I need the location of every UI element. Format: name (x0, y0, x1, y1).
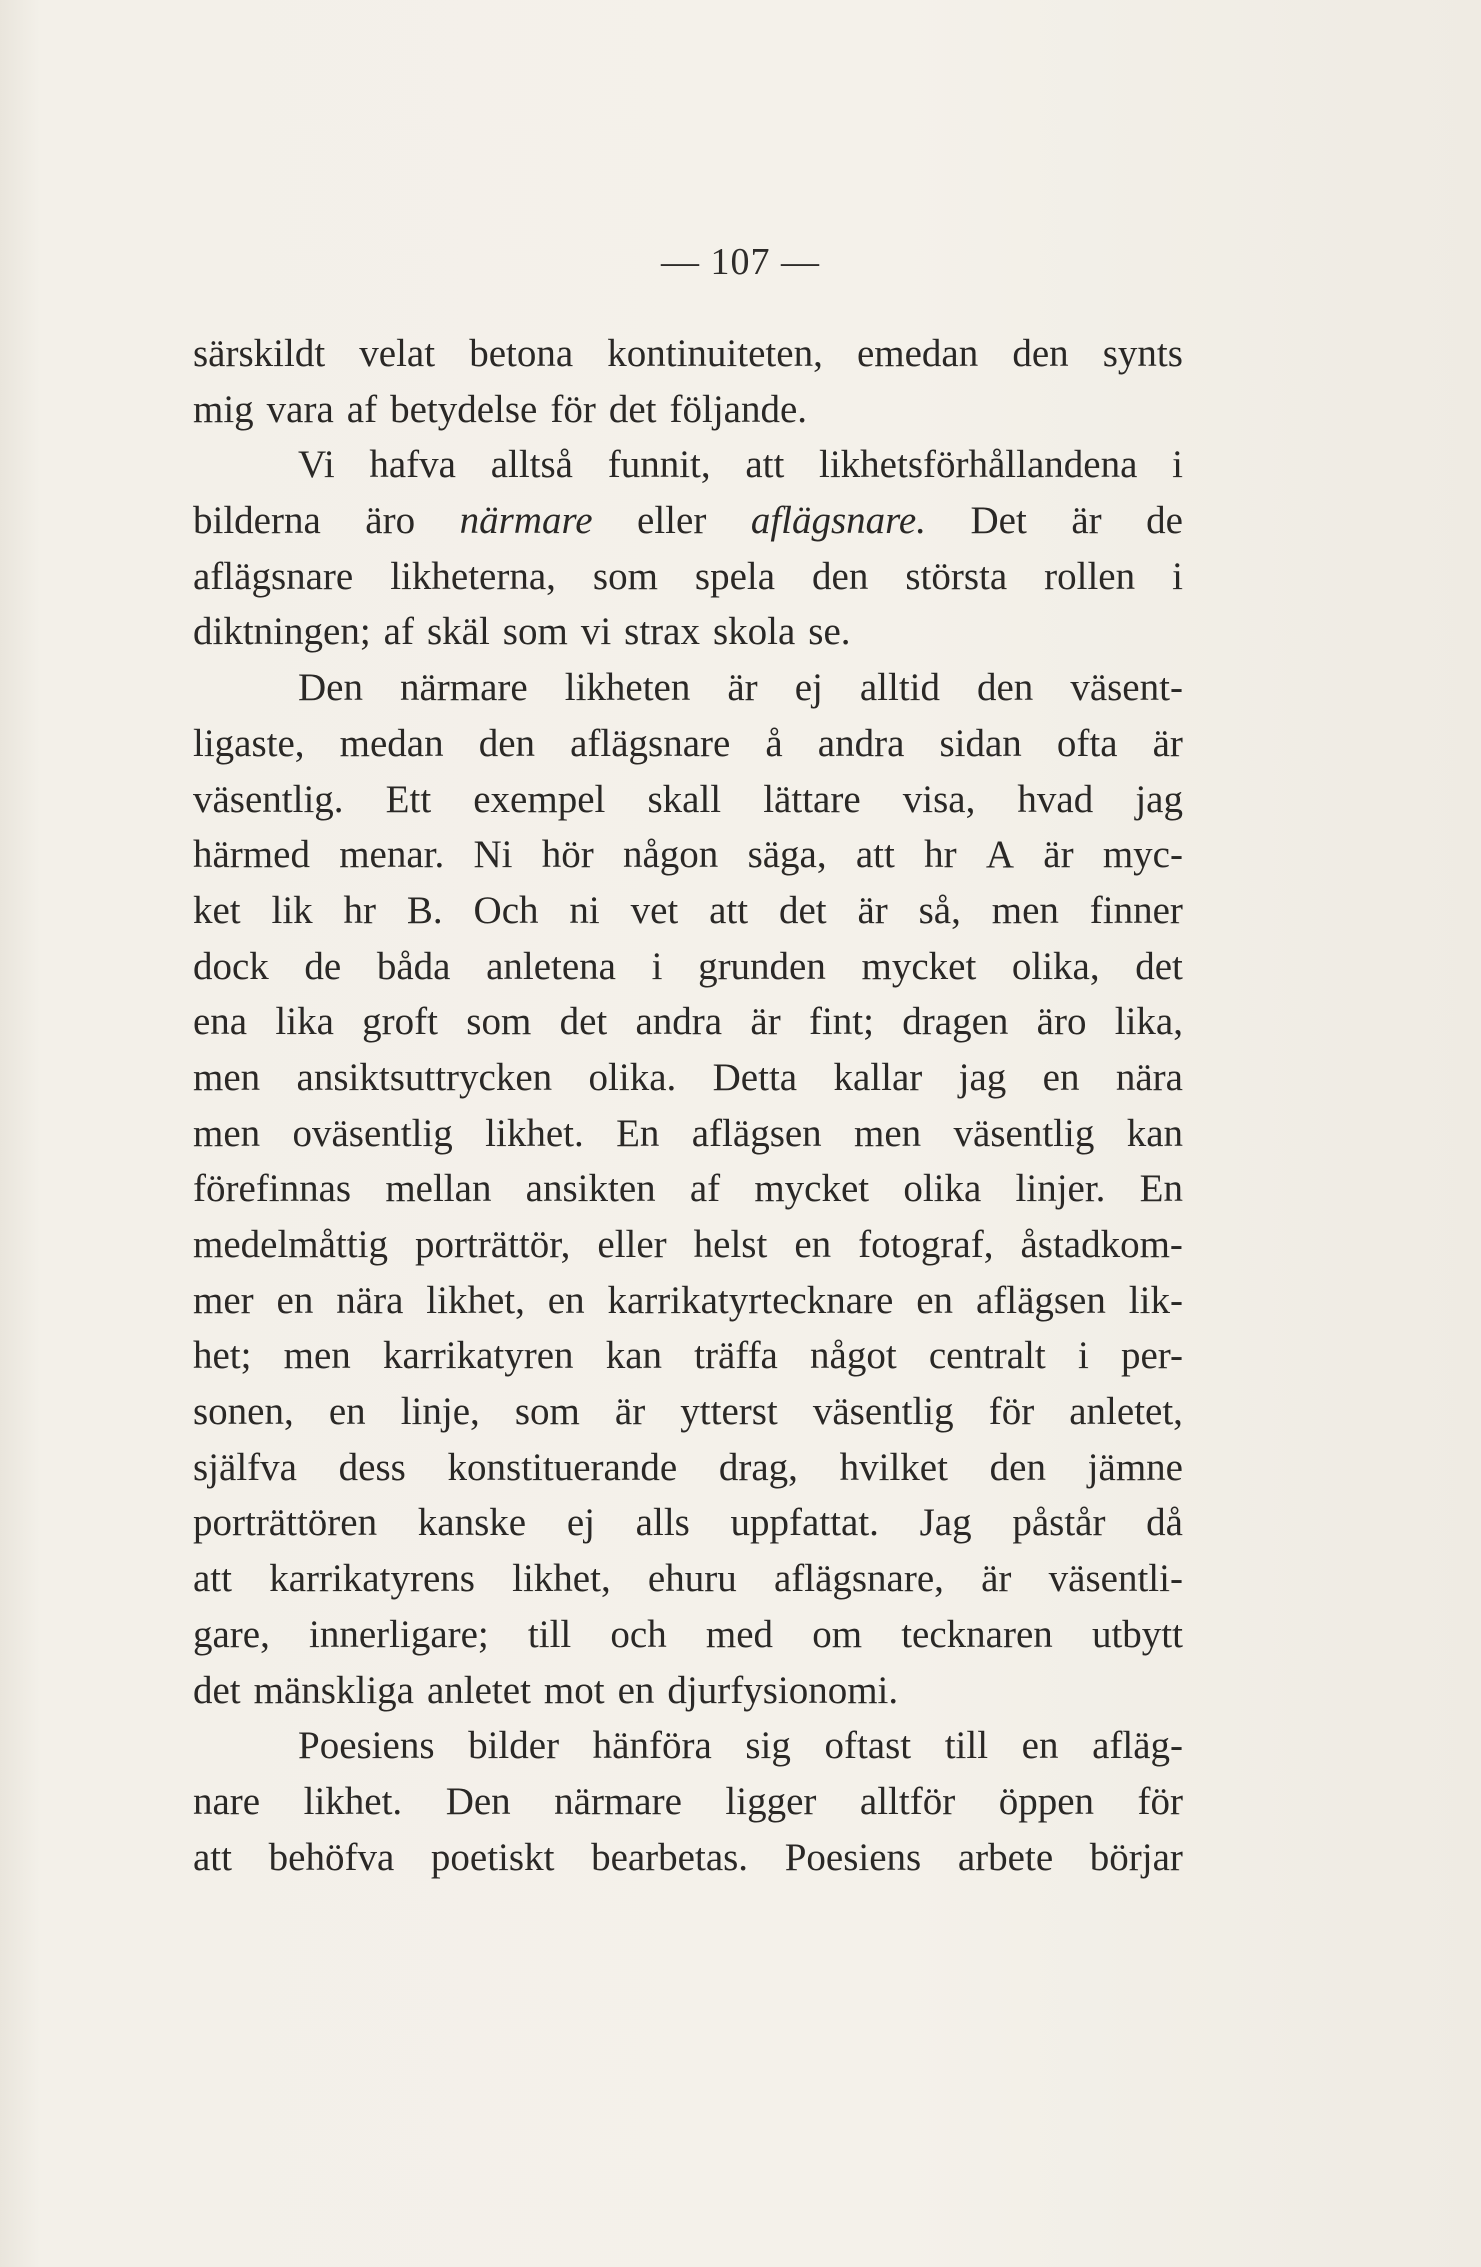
word: i (1172, 443, 1183, 487)
word: något (810, 1334, 897, 1378)
text-line (193, 660, 1183, 716)
word: poetiskt (430, 1835, 555, 1879)
word: för (550, 387, 596, 431)
word: kanske (417, 1501, 527, 1545)
word: hvilket (839, 1445, 948, 1489)
word: mycket (861, 944, 977, 988)
word: sig (745, 1724, 791, 1768)
word: vi (580, 610, 612, 654)
word: ehuru (647, 1557, 737, 1601)
word: men (854, 1111, 922, 1155)
word: drag, (718, 1445, 798, 1489)
word: porträttören (193, 1501, 378, 1545)
word: per- (1120, 1334, 1183, 1378)
word: ofta (1056, 721, 1118, 765)
word: å (765, 721, 783, 765)
word: öppen (998, 1779, 1094, 1823)
word: det (608, 387, 657, 431)
word: Ni (473, 833, 513, 877)
word: men (283, 1334, 351, 1378)
word: Vi (298, 443, 335, 487)
word: säga, (747, 833, 827, 877)
text-line (193, 1663, 1183, 1719)
body-text (193, 326, 1183, 1885)
word: emedan (856, 332, 979, 375)
word: en (916, 1278, 954, 1322)
word: närmare (554, 1779, 682, 1823)
word: alltså (490, 443, 573, 487)
word: det (193, 1668, 241, 1712)
word: linje, (400, 1390, 480, 1434)
word: ytterst (680, 1390, 778, 1434)
word: vara (266, 387, 334, 431)
word: alls (635, 1501, 690, 1545)
word: att (709, 888, 749, 932)
word: gare, (193, 1612, 270, 1656)
word: Det (970, 499, 1027, 543)
word: diktningen; (193, 610, 371, 654)
word: medelmåttig (193, 1223, 388, 1266)
word: djurfysionomi. (667, 1668, 899, 1712)
word: skola (712, 610, 796, 654)
word: jag (958, 1055, 1007, 1099)
word: det (1135, 944, 1183, 988)
word: någon (623, 833, 719, 877)
word: af (689, 1167, 721, 1211)
word: men (193, 1111, 261, 1155)
word: en (547, 1278, 585, 1322)
word: visa, (902, 777, 976, 821)
text-line (193, 1830, 1183, 1886)
word: som (514, 1390, 580, 1434)
word: uppfattat. (730, 1501, 879, 1545)
word: är (750, 1000, 781, 1044)
word: är (1043, 833, 1074, 877)
word: andra (635, 1000, 723, 1044)
word: Den (445, 1779, 511, 1823)
text-line (193, 382, 1183, 438)
word: äro (1036, 1000, 1087, 1044)
word: ni (569, 888, 600, 932)
word: hör (541, 833, 594, 877)
text-line (193, 1607, 1183, 1663)
text-line (193, 437, 1183, 493)
word: het; (193, 1334, 252, 1378)
word: är (981, 1557, 1012, 1601)
word: för (988, 1390, 1035, 1434)
word: se. (808, 610, 851, 654)
word: likhetsförhållandena (819, 443, 1138, 487)
word: utbytt (1091, 1612, 1183, 1656)
word: lika, (1114, 1000, 1183, 1044)
word: hänföra (592, 1724, 712, 1768)
word: hafva (369, 443, 456, 487)
word: jag (1135, 777, 1183, 821)
word: mot (543, 1668, 605, 1712)
word: är (1071, 499, 1102, 543)
text-line (193, 493, 1183, 549)
word: vet (630, 888, 679, 932)
word: afläg- (1092, 1724, 1183, 1768)
word: olika (903, 1167, 982, 1211)
word: de (1146, 499, 1183, 543)
text-line (193, 994, 1183, 1050)
word: att (193, 1557, 232, 1601)
word: spela (694, 554, 776, 598)
word: träffa (694, 1334, 778, 1378)
text-line (193, 1440, 1183, 1496)
word: väsentlig (812, 1390, 954, 1434)
word: båda (376, 944, 451, 988)
word: anletet, (1069, 1390, 1183, 1434)
word: en (794, 1223, 832, 1266)
word: strax (624, 610, 700, 654)
word: eller (597, 1223, 667, 1266)
word: lik- (1128, 1278, 1183, 1322)
word: medan (339, 721, 444, 765)
word: närmare (399, 666, 528, 710)
word: bearbetas. (591, 1835, 749, 1879)
word: sidan (939, 721, 1022, 765)
text-line (193, 604, 1183, 660)
text-line (193, 326, 1183, 382)
word: förefinnas (193, 1167, 352, 1211)
word: särskildt (193, 332, 326, 375)
word: ket (193, 888, 241, 932)
word: den (989, 1445, 1046, 1489)
word: likheten (564, 666, 691, 710)
word: kallar (833, 1055, 923, 1099)
word: som (466, 1000, 532, 1044)
word: då (1146, 1501, 1183, 1545)
word: porträttör, (414, 1223, 571, 1266)
text-line (193, 1161, 1183, 1217)
word: att (855, 833, 895, 877)
word: lättare (763, 777, 861, 821)
word: nära (1115, 1055, 1183, 1099)
word: en (617, 1668, 655, 1712)
word: aflägsnare, (773, 1557, 944, 1601)
word: olika, (1011, 944, 1100, 988)
text-line (193, 827, 1183, 883)
word: börjar (1089, 1835, 1183, 1879)
text-line (193, 772, 1183, 828)
word: den (1012, 332, 1069, 375)
word: mellan (385, 1167, 492, 1211)
word: En (1139, 1167, 1183, 1211)
text-line (193, 1050, 1183, 1106)
word: till (527, 1612, 572, 1656)
word: ena (193, 1000, 248, 1044)
word: skäl (426, 610, 490, 654)
word: som (592, 554, 658, 598)
word: men (193, 1055, 261, 1099)
word: kontinuiteten, (607, 332, 823, 375)
word: linjer. (1015, 1167, 1106, 1211)
word: ansikten (525, 1167, 656, 1211)
word: till (944, 1724, 989, 1768)
word: dess (338, 1445, 406, 1489)
word: i (651, 944, 663, 988)
word: men (991, 888, 1059, 932)
word: en (276, 1278, 314, 1322)
word: mycket (754, 1167, 870, 1211)
word: andra (817, 721, 905, 765)
word: för (1137, 1779, 1183, 1823)
word: är (614, 1390, 646, 1434)
word: som (502, 610, 568, 654)
word: är (727, 666, 758, 710)
word: konstituerande (447, 1445, 678, 1489)
word: kan (1126, 1111, 1183, 1155)
word: Och (473, 888, 539, 932)
word: mer (193, 1278, 254, 1322)
word: aflägsen (975, 1278, 1106, 1322)
text-line (193, 549, 1183, 605)
word: bilderna (193, 499, 321, 543)
word: väsentli- (1048, 1557, 1183, 1601)
word: sonen, (193, 1390, 294, 1434)
text-line (193, 1495, 1183, 1551)
word: lika (275, 1000, 334, 1044)
word: mig (193, 387, 254, 431)
word: menar. (339, 833, 445, 877)
word: lik (271, 888, 313, 932)
text-line (193, 1328, 1183, 1384)
word: karrikatyren (382, 1334, 574, 1378)
word: af (383, 610, 414, 654)
word: anletet (426, 1668, 531, 1712)
word: alltför (859, 1779, 956, 1823)
word: härmed (193, 833, 310, 877)
word: B. (406, 888, 443, 932)
word: en (1021, 1724, 1059, 1768)
word: största (905, 554, 1008, 598)
word: aflägsnare. (750, 499, 926, 543)
word: eller (637, 499, 707, 543)
word: oftast (824, 1724, 912, 1768)
text-line (193, 939, 1183, 995)
word: synts (1102, 332, 1183, 375)
word: Jag (919, 1501, 972, 1545)
word: ligger (725, 1779, 817, 1823)
word: är (1152, 721, 1183, 765)
word: väsentlig (953, 1111, 1095, 1155)
word: åstadkom- (1020, 1223, 1183, 1266)
word: så, (918, 888, 961, 932)
word: att (745, 443, 785, 487)
word: hr (924, 833, 957, 877)
word: centralt (928, 1334, 1046, 1378)
text-line (193, 1718, 1183, 1774)
word: jämne (1087, 1445, 1183, 1489)
word: påstår (1012, 1501, 1106, 1545)
word: att (193, 1835, 232, 1879)
word: aflägsnare (193, 554, 354, 598)
word: likhet, (512, 1557, 611, 1601)
text-line (193, 1551, 1183, 1607)
word: äro (365, 499, 416, 543)
word: det (559, 1000, 608, 1044)
page-number: — 107 — (661, 241, 820, 283)
word: nare (193, 1779, 261, 1823)
word: likheterna, (390, 554, 556, 598)
word: väsentlig. (193, 777, 344, 821)
word: Ett (385, 777, 432, 821)
text-line (193, 1217, 1183, 1273)
word: bilder (468, 1724, 560, 1768)
text-line (193, 1774, 1183, 1830)
word: fotograf, (858, 1223, 994, 1266)
word: och (610, 1612, 667, 1656)
word: Poesiens (784, 1835, 922, 1879)
word: de (304, 944, 342, 988)
word: en (328, 1390, 366, 1434)
word: finner (1089, 888, 1183, 932)
word: hvad (1017, 777, 1094, 821)
word: den (812, 554, 869, 598)
word: fint; (808, 1000, 874, 1044)
word: A (985, 833, 1015, 877)
word: om (812, 1612, 863, 1656)
word: velat (359, 332, 436, 375)
word: en (1042, 1055, 1080, 1099)
word: Den (298, 666, 363, 710)
word: kan (605, 1334, 662, 1378)
text-line (193, 1273, 1183, 1329)
word: i (1172, 554, 1183, 598)
word: En (616, 1111, 660, 1155)
word: olika. (588, 1055, 677, 1099)
word: behöfva (268, 1835, 395, 1879)
word: exempel (473, 777, 606, 821)
text-line (193, 1384, 1183, 1440)
word: grunden (698, 944, 826, 988)
word: den (478, 721, 535, 765)
text-line (193, 716, 1183, 772)
word: hr (343, 888, 377, 932)
word: Detta (712, 1055, 798, 1099)
word: närmare (459, 499, 593, 543)
word: rollen (1044, 554, 1136, 598)
text-line (193, 1106, 1183, 1162)
word: arbete (957, 1835, 1054, 1879)
word: oväsentlig (292, 1111, 453, 1155)
word: aflägsnare (570, 721, 731, 765)
word: myc- (1102, 833, 1183, 877)
word: innerligare; (309, 1612, 489, 1656)
word: groft (362, 1000, 438, 1044)
word: karrikatyrens (269, 1557, 475, 1601)
word: med (705, 1612, 774, 1656)
word: likhet. (485, 1111, 584, 1155)
word: karrikatyrtecknare (607, 1278, 894, 1322)
word: i (1077, 1334, 1089, 1378)
word: funnit, (607, 443, 711, 487)
word: följande. (669, 387, 808, 431)
text-line (193, 883, 1183, 939)
word: själfva (193, 1445, 297, 1489)
word: väsent- (1070, 666, 1183, 710)
word: anletena (486, 944, 616, 988)
word: likhet, (426, 1278, 525, 1322)
word: helst (693, 1223, 768, 1266)
word: ansiktsuttrycken (296, 1055, 553, 1099)
word: mänskliga (253, 1668, 414, 1712)
word: ej (566, 1501, 595, 1545)
word: det (778, 888, 827, 932)
word: betydelse (390, 387, 538, 431)
word: likhet. (303, 1779, 403, 1823)
word: tecknaren (901, 1612, 1053, 1656)
word: nära (336, 1278, 404, 1322)
word: aflägsen (691, 1111, 822, 1155)
word: skall (647, 777, 722, 821)
word: Poesiens (298, 1724, 435, 1768)
word: den (977, 666, 1034, 710)
word: alltid (859, 666, 940, 710)
word: betona (469, 332, 574, 375)
word: af (346, 387, 378, 431)
word: ligaste, (193, 721, 305, 765)
word: dock (193, 944, 269, 988)
word: dragen (902, 1000, 1009, 1044)
word: ej (794, 666, 823, 710)
word: är (857, 888, 888, 932)
